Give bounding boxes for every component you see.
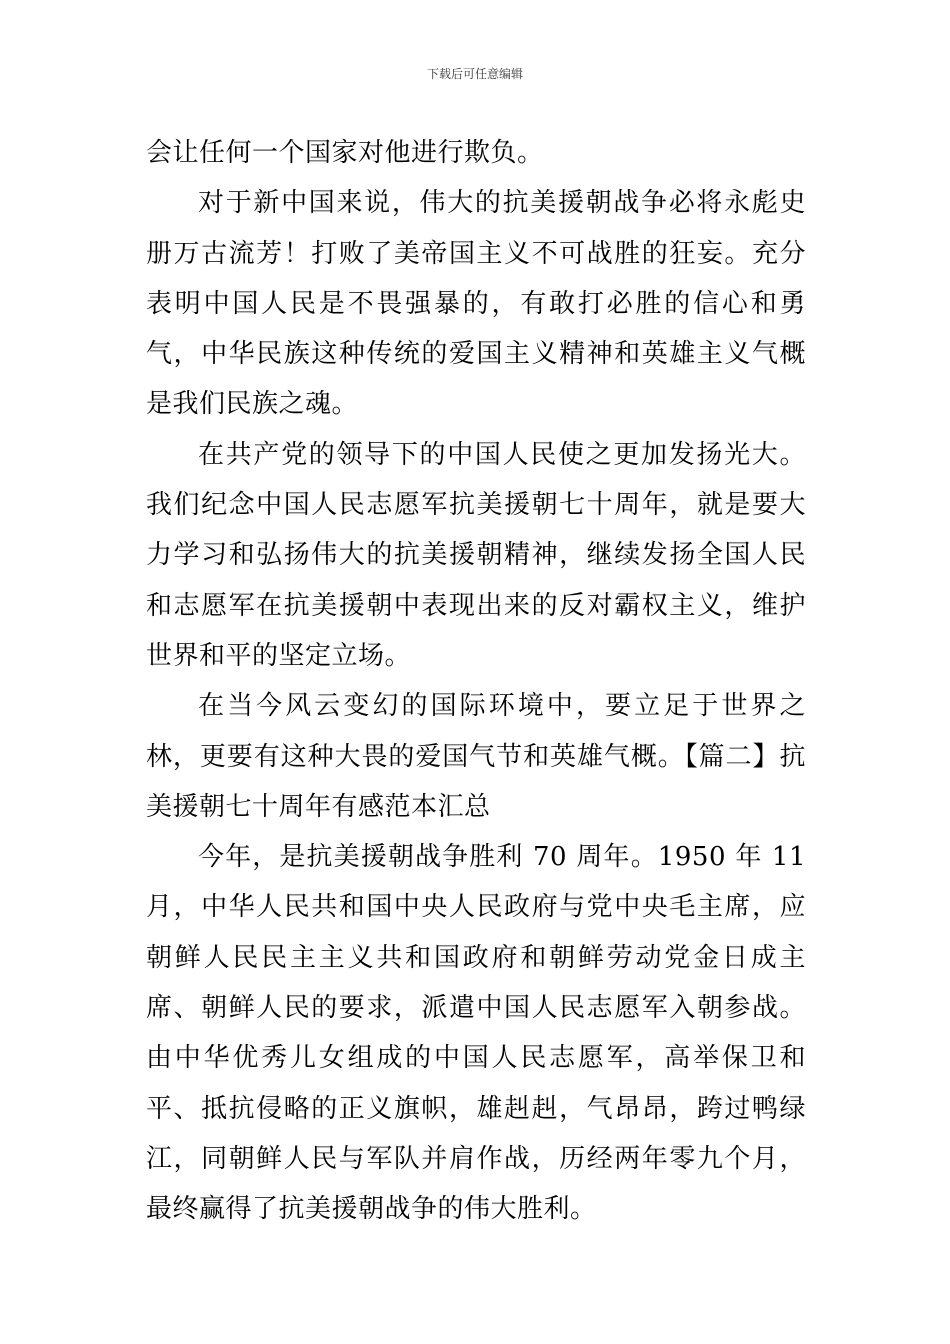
paragraph-2: 对于新中国来说，伟大的抗美援朝战争必将永彪史册万古流芳！打败了美帝国主义不可战胜的狂妄。充分表明中国人民是不畏强暴的，有敢打必胜的信心和勇气，中华民族这种传统的爱国主义精神和英雄主义气概是我们民族之魂。 [146,188,806,420]
document-body [146,128,806,1235]
paragraph-4: 在当今风云变幻的国际环境中，要立足于世界之林，更要有这种大畏的爱国气节和英雄气概。【篇二】抗美援朝七十周年有感范本汇总 [146,691,806,822]
paragraph-1: 会让任何一个国家对他进行欺负。 [146,138,544,168]
page-header: 下载后可任意编辑 [426,67,523,81]
paragraph-5: 今年，是抗美援朝战争胜利 70 周年。1950 年 11 月，中华人民共和国中央人民政府与党中央毛主席，应朝鲜人民民主主义共和国政府和朝鲜劳动党金日成主席、朝鲜人民的要求，派遣中国人民志愿军入朝参战。由中华优秀儿女组成的中国人民志愿军，高举保卫和平、抵抗侵略的正义旗帜，雄赳赳，气昂昂，跨过鸭绿江，同朝鲜人民与军队并肩作战，历经两年零九个月，最终赢得了抗美援朝战争的伟大胜利。 [146,842,806,1225]
paragraph-3: 在共产党的领导下的中国人民使之更加发扬光大。我们纪念中国人民志愿军抗美援朝七十周年，就是要大力学习和弘扬伟大的抗美援朝精神，继续发扬全国人民和志愿军在抗美援朝中表现出来的反对霸权主义，维护世界和平的坚定立场。 [146,439,806,671]
